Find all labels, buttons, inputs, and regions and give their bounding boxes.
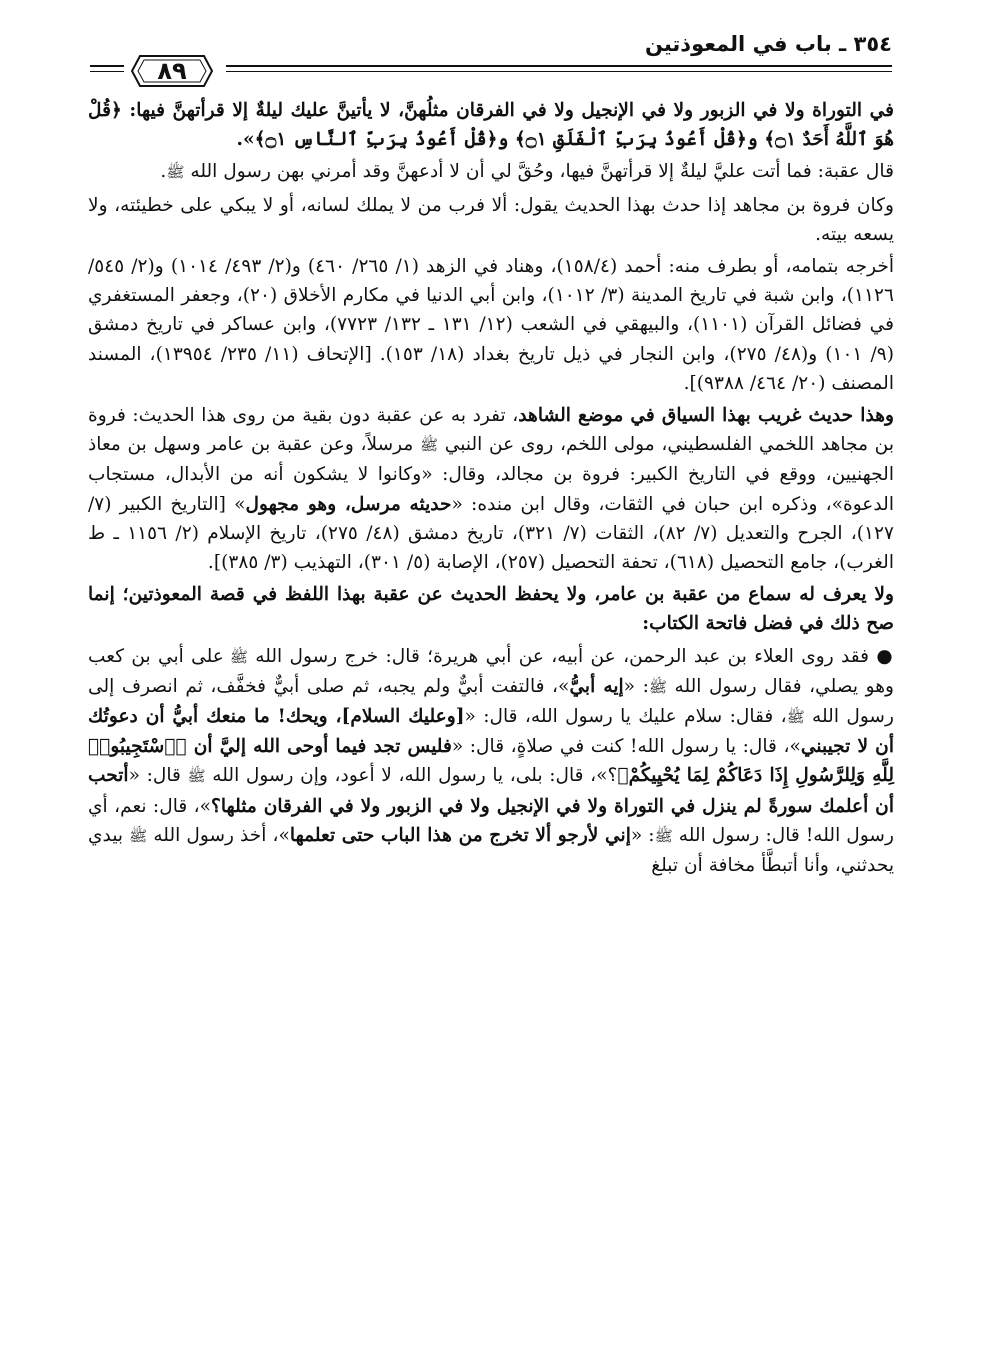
paragraph-6 xyxy=(88,580,894,638)
text-span: فقد روى العلاء بن عبد الرحمن، عن أبيه، عن أبي هريرة؛ قال: خرج رسول الله xyxy=(247,645,877,667)
text-span: . xyxy=(160,161,167,183)
salla-glyph: ﷺ xyxy=(654,826,673,845)
text-span-bold: أتحب أن أعلمك سورةً لم ينزل في التوراة ولا في الإنجيل ولا في الزبور ولا في الفرقان مثلها؟ xyxy=(88,765,894,817)
text-span-bold: حديثه مرسل، وهو مجهول xyxy=(245,493,452,515)
bullet-icon: ● xyxy=(876,645,894,667)
text-span: و xyxy=(497,129,515,151)
text-span: قال: « xyxy=(128,765,188,787)
header-rule-left xyxy=(90,65,124,67)
paragraph-3 xyxy=(88,191,894,249)
salla-glyph: ﷺ xyxy=(166,163,185,182)
text-span: »، أخذ رسول الله xyxy=(147,824,290,846)
text-span: ؟»، قال: بلى، يا رسول الله، لا أعود، وإن رسول الله xyxy=(205,765,618,787)
text-span: ، تفرد به عن عقبة دون بقية من روى هذا الحديث: فروة بن مجاهد اللخمي الفلسطيني، مولى اللخم، روى عن النبي xyxy=(88,405,895,456)
page-header xyxy=(90,30,892,90)
salla-glyph: ﷺ xyxy=(129,826,148,845)
quran-verse: ﴿ٱسْتَجِيبُوا۟ لِلَّهِ وَلِلرَّسُولِ إِذَا دَعَاكُمْ لِمَا يُحْيِيكُمْ﴾ xyxy=(88,736,894,787)
paragraph-4 xyxy=(88,252,894,398)
paragraph-7 xyxy=(88,642,894,881)
quran-verse: ﴿قُلْ هُوَ ٱللَّهُ أَحَدٌ ۝١﴾ xyxy=(88,100,894,151)
text-span: ، فقال: سلام عليك يا رسول الله، قال: « xyxy=(464,706,787,728)
page-number-badge xyxy=(130,54,214,88)
quran-verse: ﴿قُلْ أَعُوذُ بِرَبِّ ٱلْفَلَقِ ۝١﴾ xyxy=(514,129,747,151)
text-span: بيدي يحدثني، وأنا أتبطَّأ مخافة أن تبلغ xyxy=(88,824,894,877)
text-span: ولا يعرف له سماع من عقبة بن عامر، ولا يحفظ الحديث عن عقبة بهذا اللفظ في قصة المعوذتين؛ إنما صح ذلك في فضل فاتحة الكتاب: xyxy=(88,584,894,635)
text-span-bold: [وعليك السلام]، ويحك! ما منعك أبيُّ أن دعوتُك أن لا تجيبني xyxy=(88,706,894,758)
paragraph-1 xyxy=(88,96,894,154)
text-span: و xyxy=(746,129,765,151)
body-text xyxy=(88,96,894,883)
running-title: ٣٥٤ ـ باب في المعوذتين xyxy=(644,32,892,56)
text-span: »، قال: يا رسول الله! كنت في صلاةٍ، قال: « xyxy=(451,736,801,758)
text-span: على أبي بن كعب وهو يصلي، فقال رسول الله xyxy=(88,645,894,697)
text-span-bold: إني لأرجو ألا تخرج من هذا الباب حتى تعلمها xyxy=(289,824,631,846)
text-span-bold: فليس تجد فيما أوحى الله إليَّ أن xyxy=(186,736,452,758)
text-span: : « xyxy=(623,675,649,697)
header-rule-right xyxy=(226,65,892,67)
header-rule-right-thin xyxy=(226,71,892,72)
paragraph-5 xyxy=(88,401,894,577)
text-span: في التوراة ولا في الزبور ولا في الإنجيل ولا في الفرقان مثلُهنَّ، لا يأتينَّ عليك ليلةٌ إلا قرأتهنَّ فيها: xyxy=(121,100,894,121)
text-span: وكان فروة بن مجاهد إذا حدث بهذا الحديث يقول: ألا فرب من لا يملك لسانه، أو لا يبكي على خطيئته، ولا يسعه بيته. xyxy=(88,194,894,245)
text-span: »، فالتفت أبيٌّ ولم يجبه، ثم صلى أبيٌّ فخفَّف، ثم انصرف إلى رسول الله xyxy=(88,675,894,728)
salla-glyph: ﷺ xyxy=(786,708,805,727)
page-number: ٨٩ xyxy=(157,57,187,85)
salla-glyph: ﷺ xyxy=(229,647,248,666)
salla-glyph: ﷺ xyxy=(187,767,206,786)
text-span-bold: وهذا حديث غريب بهذا السياق في موضع الشاهد xyxy=(518,405,894,427)
header-rule-left-thin xyxy=(90,71,124,72)
text-span: : « xyxy=(630,824,655,846)
text-span: » [التاريخ الكبير (٧/ ١٢٧)، الجرح والتعديل (٧/ ٨٢)، الثقات (٧/ ٣٢١)، تاريخ دمشق (٤٨/ ٢٧٥)، تاريخ الإسلام (٢/ ١١٥٦ ـ ط الغرب)، جامع التحصيل (٦١٨)، تحفة التحصيل (٢٥٧)، الإصابة (٥/ ٣٠١)، التهذيب (٣/ ٣٨٥)]. xyxy=(88,493,895,574)
text-span: أخرجه بتمامه، أو بطرف منه: أحمد (١٥٨/٤)، وهناد في الزهد (١/ ٢٦٥/ ٤٦٠) و(٢/ ٤٩٣/ ١٠١٤) و(٢/ ٥٤٥/ ١١٢٦)، وابن شبة في تاريخ المدينة (٣/ ١٠١٢)، وابن أبي الدنيا في مكارم الأخلاق (٢٠)، وجعفر المستغفري في فضائل القرآن (١١٠١)، والبيهقي في الشعب (١٢/ ١٣١ ـ ١٣٢/ ٧٧٢٣)، وابن عساكر في تاريخ دمشق (٩/ ١٠١) و(٤٨/ ٢٧٥)، وابن النجار في ذيل تاريخ بغداد (١٨/ ١٥٣). [الإتحاف (١١/ ٢٣٥/ ١٣٩٥٤)، المسند المصنف (٢٠/ ٤٦٤/ ٩٣٨٨)]. xyxy=(88,256,895,394)
quran-verse: ﴿قُلْ أَعُوذُ بِرَبِّ ٱلنَّاسِ ۝١﴾ xyxy=(254,129,498,151)
text-span: قال عقبة: فما أتت عليَّ ليلةٌ إلا قرأتهنَّ فيها، وحُقَّ لي أن لا أدعهنَّ وقد أمرني بهن رسول الله xyxy=(184,161,894,183)
salla-glyph: ﷺ xyxy=(648,677,667,696)
paragraph-2 xyxy=(88,157,894,187)
text-span-bold: إيه أبيُّ xyxy=(569,675,624,697)
text-span: مرسلاً، وعن عقبة بن عامر وسهل بن معاذ الجهنيين، ووقع في التاريخ الكبير: فروة بن مجالد، وقال: «وكانوا لا يشكون أنه من الأبدال، مستجاب الدعوة»، وذكره ابن حبان في الثقات، وقال ابن منده: « xyxy=(88,434,894,515)
text-span: ». xyxy=(236,129,255,151)
text-span: »، قال: نعم، أي رسول الله! قال: رسول الله xyxy=(88,795,894,846)
salla-glyph: ﷺ xyxy=(420,436,439,455)
